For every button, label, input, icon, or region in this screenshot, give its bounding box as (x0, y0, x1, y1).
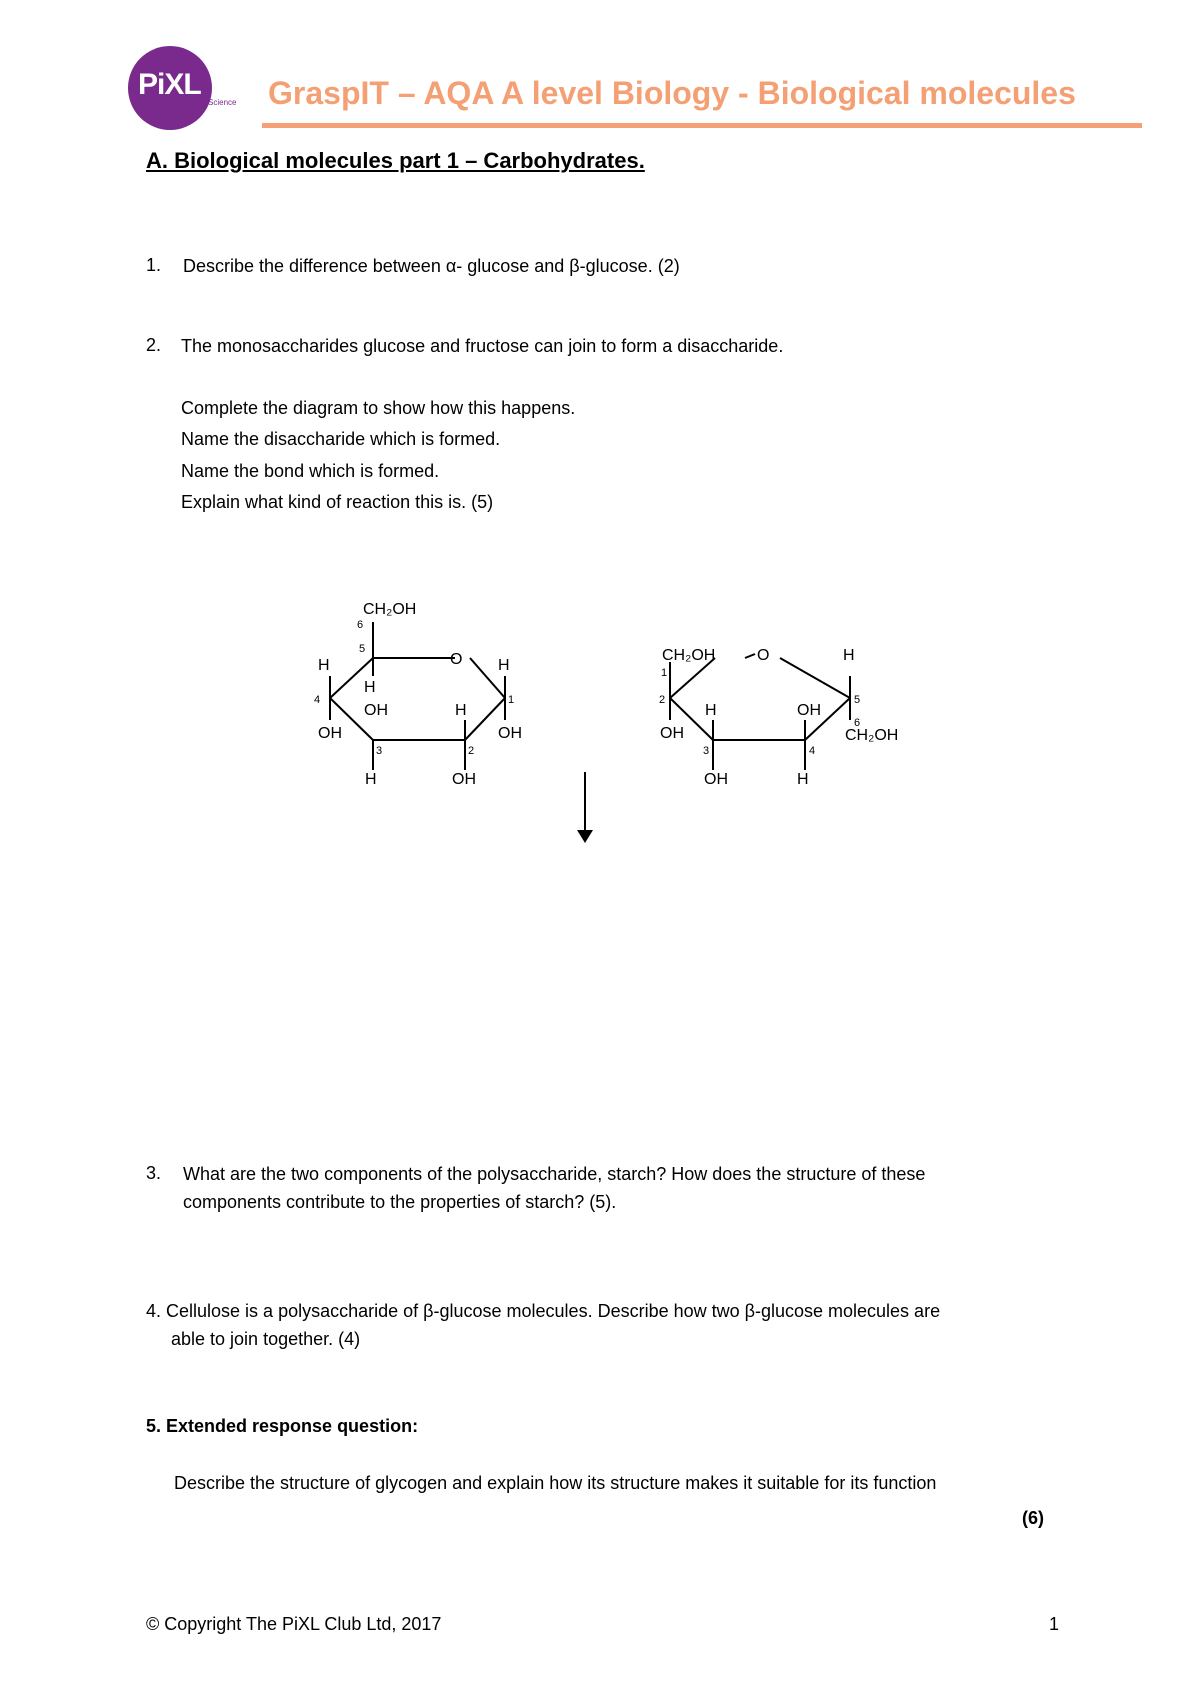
fructose-h-c3: H (705, 702, 717, 719)
fructose-c6: 6 (854, 717, 861, 729)
q2-instruction-1: Complete the diagram to show how this happens. (181, 398, 576, 418)
section-title: A. Biological molecules part 1 – Carbohydrates. (146, 148, 645, 173)
q2-instruction-3: Name the bond which is formed. (181, 461, 440, 481)
q5-text: Describe the structure of glycogen and explain how its structure makes it suitable for its function (174, 1473, 937, 1493)
glucose-h-c5: H (364, 679, 376, 696)
page-header-title: GraspIT – AQA A level Biology - Biological molecules (268, 75, 1076, 111)
glucose-c3: 3 (376, 745, 383, 757)
q2-instruction-2: Name the disaccharide which is formed. (181, 429, 501, 449)
fructose-h-c5: H (843, 647, 855, 664)
fructose-c2: 2 (659, 694, 666, 706)
glucose-h-bottom: H (365, 771, 377, 788)
fructose-ch2oh-c6: CH₂OH (845, 727, 899, 744)
glucose-oh-c1: OH (498, 725, 522, 742)
fructose-c4: 4 (809, 745, 816, 757)
glucose-h-c1: H (498, 657, 510, 674)
glucose-c6: 6 (357, 619, 364, 631)
glucose-oh-bottom: OH (452, 771, 476, 788)
glucose-oh-c4: OH (318, 725, 342, 742)
q3-text-line1: What are the two components of the polysaccharide, starch? How does the structure of these (183, 1164, 926, 1184)
q2-number: 2. (146, 335, 162, 355)
glucose-c5: 5 (359, 643, 366, 655)
q1-number: 1. (146, 255, 162, 275)
q3-number: 3. (146, 1163, 162, 1183)
glucose-c4: 4 (314, 694, 321, 706)
header-divider (262, 123, 1142, 128)
glucose-fructose-diagram (0, 590, 1200, 850)
q2-instruction-4: Explain what kind of reaction this is. (5) (181, 492, 494, 512)
glucose-ring-o: O (450, 651, 463, 668)
fructose-c1: 1 (661, 667, 668, 679)
reaction-arrow-icon (577, 830, 593, 843)
q1-text: Describe the difference between α- glucose and β-glucose. (2) (183, 256, 680, 276)
footer-page-number: 1 (1049, 1614, 1060, 1634)
glucose-c1: 1 (508, 694, 515, 706)
q2-text: The monosaccharides glucose and fructose can join to form a disaccharide. (181, 336, 784, 356)
glucose-h-c2: H (455, 702, 467, 719)
fructose-oh-c2: OH (660, 725, 684, 742)
q4-text-line2: able to join together. (4) (171, 1329, 361, 1349)
fructose-oh-c4: OH (797, 702, 821, 719)
glucose-c2: 2 (468, 745, 475, 757)
q4-text-line1: 4. Cellulose is a polysaccharide of β-glucose molecules. Describe how two β-glucose molecules are (146, 1301, 941, 1321)
logo-subtext: Science (208, 98, 237, 107)
fructose-ch2oh-c1: CH₂OH (662, 647, 716, 664)
q5-marks: (6) (1022, 1508, 1044, 1528)
pixl-logo (128, 46, 240, 130)
glucose-h-c4: H (318, 657, 330, 674)
fructose-c5: 5 (854, 694, 861, 706)
glucose-oh-c3: OH (364, 702, 388, 719)
footer-copyright: © Copyright The PiXL Club Ltd, 2017 (146, 1614, 442, 1634)
glucose-ch2oh: CH₂OH (363, 601, 417, 618)
q3-text-line2: components contribute to the properties of starch? (5). (183, 1192, 617, 1212)
fructose-oh-bottom: OH (704, 771, 728, 788)
logo-text: PiXL (138, 68, 201, 101)
fructose-ring-o: O (757, 647, 770, 664)
fructose-h-bottom: H (797, 771, 809, 788)
fructose-c3: 3 (703, 745, 710, 757)
q5-heading: 5. Extended response question: (146, 1416, 419, 1436)
